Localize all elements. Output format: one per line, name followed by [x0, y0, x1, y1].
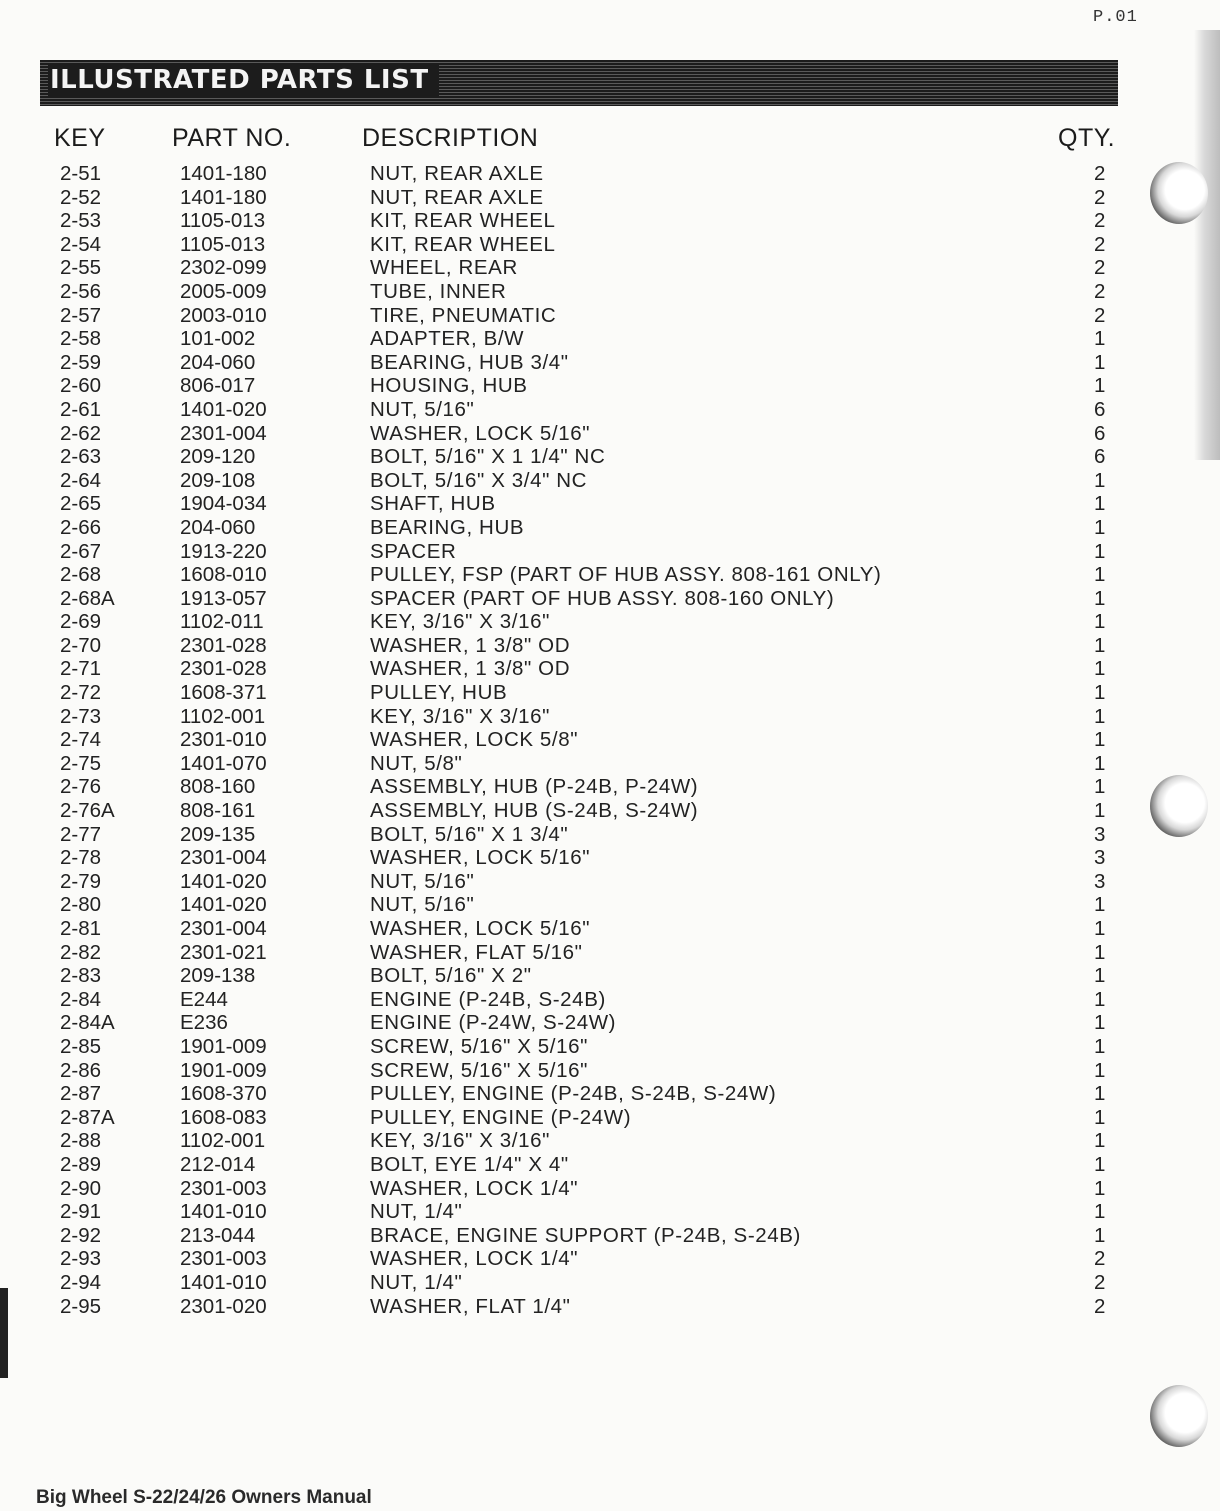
column-header-part-no: PART NO.	[172, 124, 292, 152]
part-number-cell: 1401-010	[180, 1200, 267, 1224]
qty-cell: 2	[1094, 303, 1106, 327]
key-cell: 2-68	[60, 563, 102, 587]
key-cell: 2-74	[60, 728, 102, 752]
qty-cell: 1	[1094, 987, 1106, 1011]
table-row	[0, 256, 1220, 280]
part-number-cell: 204-060	[180, 515, 256, 539]
table-row	[0, 1177, 1220, 1201]
key-cell: 2-84	[60, 987, 102, 1011]
table-row	[0, 563, 1220, 587]
part-number-cell: 1102-011	[180, 610, 264, 634]
table-row	[0, 374, 1220, 398]
key-cell: 2-53	[60, 209, 102, 233]
part-number-cell: 2302-099	[180, 256, 267, 280]
key-cell: 2-78	[60, 846, 102, 870]
key-cell: 2-76A	[60, 799, 115, 823]
table-row	[0, 941, 1220, 965]
table-row	[0, 587, 1220, 611]
qty-cell: 1	[1094, 492, 1106, 516]
part-number-cell: 1105-013	[180, 209, 266, 233]
table-row	[0, 516, 1220, 540]
key-cell: 2-61	[60, 397, 102, 421]
qty-cell: 2	[1094, 1247, 1106, 1271]
key-cell: 2-88	[60, 1129, 102, 1153]
qty-cell: 1	[1094, 633, 1106, 657]
qty-cell: 6	[1094, 445, 1106, 469]
part-number-cell: 2301-003	[180, 1247, 267, 1271]
part-number-cell: 2301-004	[180, 846, 267, 870]
parts-table	[0, 162, 1220, 1318]
part-number-cell: 213-044	[180, 1223, 256, 1247]
qty-cell: 1	[1094, 917, 1106, 940]
description-cell: BOLT, 5/16" X 2"	[370, 964, 532, 988]
qty-cell: 1	[1094, 728, 1106, 752]
qty-cell: 6	[1094, 421, 1106, 445]
key-cell: 2-83	[60, 964, 102, 988]
qty-cell: 1	[1094, 1034, 1106, 1058]
part-number-cell: 204-060	[180, 350, 256, 374]
part-number-cell: 1608-370	[180, 1082, 267, 1106]
key-cell: 2-79	[60, 869, 102, 893]
key-cell: 2-62	[60, 421, 102, 445]
description-cell: NUT, 1/4"	[370, 1270, 463, 1294]
key-cell: 2-92	[60, 1223, 102, 1247]
part-number-cell: 212-014	[180, 1152, 256, 1176]
table-row	[0, 846, 1220, 870]
part-number-cell: 209-108	[180, 468, 256, 492]
part-number-cell: 2005-009	[180, 279, 267, 303]
description-cell: WASHER, FLAT 5/16"	[370, 940, 583, 964]
description-cell: SCREW, 5/16" X 5/16"	[370, 1034, 588, 1058]
description-cell: SPACER	[370, 539, 457, 563]
table-row	[0, 728, 1220, 752]
table-row	[0, 1224, 1220, 1248]
description-cell: HOUSING, HUB	[370, 374, 528, 398]
qty-cell: 1	[1094, 1223, 1106, 1247]
qty-cell: 1	[1094, 940, 1106, 964]
description-cell: WASHER, LOCK 5/16"	[370, 421, 591, 445]
qty-cell: 1	[1094, 657, 1106, 681]
fax-page-number: P.01	[1093, 8, 1138, 27]
description-cell: BOLT, EYE 1/4" X 4"	[370, 1152, 569, 1176]
part-number-cell: 1608-371	[180, 681, 267, 705]
part-number-cell: 101-002	[180, 327, 256, 351]
part-number-cell: 806-017	[180, 374, 256, 398]
description-cell: ADAPTER, B/W	[370, 327, 525, 351]
key-cell: 2-72	[60, 681, 102, 705]
description-cell: KEY, 3/16" X 3/16"	[370, 1129, 550, 1153]
part-number-cell: 1401-020	[180, 397, 267, 421]
qty-cell: 1	[1094, 1129, 1106, 1153]
key-cell: 2-58	[60, 327, 102, 351]
part-number-cell: 1102-001	[180, 704, 266, 728]
qty-cell: 1	[1094, 563, 1106, 587]
part-number-cell: 1401-020	[180, 893, 267, 917]
qty-cell: 2	[1094, 1270, 1106, 1294]
part-number-cell: 1102-001	[180, 1129, 266, 1153]
part-number-cell: 209-135	[180, 822, 256, 846]
description-cell: KIT, REAR WHEEL	[370, 209, 556, 233]
description-cell: SPACER (PART OF HUB ASSY. 808-160 ONLY)	[370, 586, 835, 610]
key-cell: 2-59	[60, 350, 102, 374]
qty-cell: 1	[1094, 799, 1106, 823]
part-number-cell: 1608-010	[180, 563, 267, 587]
punch-hole-middle	[1150, 775, 1208, 837]
part-number-cell: 808-161	[180, 799, 256, 823]
key-cell: 2-85	[60, 1034, 102, 1058]
description-cell: WASHER, LOCK 1/4"	[370, 1176, 579, 1200]
part-number-cell: 1901-009	[180, 1058, 267, 1082]
key-cell: 2-91	[60, 1200, 102, 1224]
part-number-cell: 1401-070	[180, 751, 267, 775]
table-row	[0, 280, 1220, 304]
key-cell: 2-57	[60, 303, 102, 327]
key-cell: 2-54	[60, 232, 102, 256]
table-row	[0, 398, 1220, 422]
qty-cell: 2	[1094, 232, 1106, 256]
table-row	[0, 988, 1220, 1012]
qty-cell: 1	[1094, 350, 1106, 374]
part-number-cell: 1401-020	[180, 869, 267, 893]
description-cell: WASHER, LOCK 5/16"	[370, 917, 591, 940]
description-cell: KEY, 3/16" X 3/16"	[370, 610, 550, 634]
key-cell: 2-87A	[60, 1105, 115, 1129]
part-number-cell: 2301-020	[180, 1294, 267, 1318]
table-row	[0, 1200, 1220, 1224]
table-row	[0, 799, 1220, 823]
page-title: ILLUSTRATED PARTS LIST	[48, 63, 439, 97]
description-cell: TUBE, INNER	[370, 279, 507, 303]
key-cell: 2-84A	[60, 1011, 115, 1035]
table-row	[0, 1247, 1220, 1271]
key-cell: 2-75	[60, 751, 102, 775]
description-cell: NUT, 5/16"	[370, 869, 475, 893]
table-row	[0, 1129, 1220, 1153]
key-cell: 2-68A	[60, 586, 115, 610]
qty-cell: 1	[1094, 374, 1106, 398]
qty-cell: 1	[1094, 751, 1106, 775]
part-number-cell: E236	[180, 1011, 228, 1035]
description-cell: NUT, 5/8"	[370, 751, 463, 775]
key-cell: 2-67	[60, 539, 102, 563]
table-row	[0, 681, 1220, 705]
key-cell: 2-94	[60, 1270, 102, 1294]
description-cell: NUT, REAR AXLE	[370, 162, 544, 185]
qty-cell: 3	[1094, 846, 1106, 870]
qty-cell: 1	[1094, 681, 1106, 705]
table-row	[0, 870, 1220, 894]
description-cell: BOLT, 5/16" X 1 1/4" NC	[370, 445, 606, 469]
table-row	[0, 1082, 1220, 1106]
qty-cell: 1	[1094, 1011, 1106, 1035]
table-row	[0, 1295, 1220, 1319]
key-cell: 2-70	[60, 633, 102, 657]
qty-cell: 1	[1094, 964, 1106, 988]
key-cell: 2-55	[60, 256, 102, 280]
part-number-cell: E244	[180, 987, 228, 1011]
qty-cell: 1	[1094, 515, 1106, 539]
table-row	[0, 540, 1220, 564]
description-cell: WASHER, LOCK 5/16"	[370, 846, 591, 870]
part-number-cell: 2301-004	[180, 421, 267, 445]
table-row	[0, 233, 1220, 257]
qty-cell: 1	[1094, 775, 1106, 799]
part-number-cell: 2301-010	[180, 728, 267, 752]
table-row	[0, 1035, 1220, 1059]
description-cell: PULLEY, HUB	[370, 681, 508, 705]
description-cell: ENGINE (P-24B, S-24B)	[370, 987, 606, 1011]
qty-cell: 1	[1094, 704, 1106, 728]
qty-cell: 1	[1094, 1105, 1106, 1129]
table-row	[0, 469, 1220, 493]
part-number-cell: 1913-220	[180, 539, 267, 563]
part-number-cell: 2301-028	[180, 633, 267, 657]
description-cell: NUT, 5/16"	[370, 893, 475, 917]
description-cell: PULLEY, ENGINE (P-24B, S-24B, S-24W)	[370, 1082, 777, 1106]
table-row	[0, 657, 1220, 681]
part-number-cell: 209-138	[180, 964, 256, 988]
qty-cell: 1	[1094, 1200, 1106, 1224]
part-number-cell: 1901-009	[180, 1034, 267, 1058]
description-cell: TIRE, PNEUMATIC	[370, 303, 557, 327]
qty-cell: 2	[1094, 279, 1106, 303]
key-cell: 2-90	[60, 1176, 102, 1200]
table-row	[0, 893, 1220, 917]
table-row	[0, 705, 1220, 729]
description-cell: BOLT, 5/16" X 3/4" NC	[370, 468, 588, 492]
punch-hole-bottom	[1150, 1385, 1208, 1447]
table-row	[0, 327, 1220, 351]
key-cell: 2-51	[60, 162, 102, 185]
qty-cell: 2	[1094, 1294, 1106, 1318]
table-row	[0, 351, 1220, 375]
key-cell: 2-71	[60, 657, 102, 681]
part-number-cell: 808-160	[180, 775, 256, 799]
qty-cell: 1	[1094, 1152, 1106, 1176]
part-number-cell: 2301-004	[180, 917, 267, 940]
description-cell: SCREW, 5/16" X 5/16"	[370, 1058, 588, 1082]
description-cell: ENGINE (P-24W, S-24W)	[370, 1011, 617, 1035]
description-cell: PULLEY, FSP (PART OF HUB ASSY. 808-161 ONLY)	[370, 563, 882, 587]
description-cell: NUT, REAR AXLE	[370, 185, 544, 209]
description-cell: BRACE, ENGINE SUPPORT (P-24B, S-24B)	[370, 1223, 801, 1247]
description-cell: WASHER, LOCK 1/4"	[370, 1247, 579, 1271]
qty-cell: 1	[1094, 539, 1106, 563]
qty-cell: 1	[1094, 610, 1106, 634]
table-row	[0, 186, 1220, 210]
description-cell: BEARING, HUB	[370, 515, 525, 539]
description-cell: KEY, 3/16" X 3/16"	[370, 704, 550, 728]
description-cell: NUT, 5/16"	[370, 397, 475, 421]
qty-cell: 1	[1094, 1176, 1106, 1200]
description-cell: WASHER, 1 3/8" OD	[370, 633, 571, 657]
part-number-cell: 1105-013	[180, 232, 266, 256]
qty-cell: 3	[1094, 869, 1106, 893]
qty-cell: 2	[1094, 209, 1106, 233]
table-row	[0, 752, 1220, 776]
table-row	[0, 1011, 1220, 1035]
table-row	[0, 162, 1220, 186]
description-cell: PULLEY, ENGINE (P-24W)	[370, 1105, 632, 1129]
description-cell: KIT, REAR WHEEL	[370, 232, 556, 256]
key-cell: 2-66	[60, 515, 102, 539]
qty-cell: 6	[1094, 397, 1106, 421]
key-cell: 2-56	[60, 279, 102, 303]
key-cell: 2-64	[60, 468, 102, 492]
key-cell: 2-63	[60, 445, 102, 469]
key-cell: 2-89	[60, 1152, 102, 1176]
key-cell: 2-93	[60, 1247, 102, 1271]
qty-cell: 2	[1094, 162, 1106, 185]
description-cell: BOLT, 5/16" X 1 3/4"	[370, 822, 569, 846]
table-row	[0, 492, 1220, 516]
table-row	[0, 422, 1220, 446]
table-row	[0, 304, 1220, 328]
table-row	[0, 1106, 1220, 1130]
part-number-cell: 209-120	[180, 445, 256, 469]
description-cell: NUT, 1/4"	[370, 1200, 463, 1224]
key-cell: 2-76	[60, 775, 102, 799]
table-row	[0, 775, 1220, 799]
qty-cell: 1	[1094, 1082, 1106, 1106]
key-cell: 2-80	[60, 893, 102, 917]
qty-cell: 1	[1094, 468, 1106, 492]
description-cell: ASSEMBLY, HUB (S-24B, S-24W)	[370, 799, 699, 823]
description-cell: BEARING, HUB 3/4"	[370, 350, 569, 374]
table-row	[0, 610, 1220, 634]
table-row	[0, 209, 1220, 233]
part-number-cell: 1401-180	[180, 185, 267, 209]
key-cell: 2-73	[60, 704, 102, 728]
qty-cell: 1	[1094, 586, 1106, 610]
key-cell: 2-95	[60, 1294, 102, 1318]
column-header-description: DESCRIPTION	[362, 124, 539, 152]
key-cell: 2-87	[60, 1082, 102, 1106]
description-cell: WASHER, 1 3/8" OD	[370, 657, 571, 681]
table-row	[0, 445, 1220, 469]
table-row	[0, 917, 1220, 941]
qty-cell: 2	[1094, 185, 1106, 209]
description-cell: WASHER, LOCK 5/8"	[370, 728, 579, 752]
part-number-cell: 2003-010	[180, 303, 267, 327]
qty-cell: 1	[1094, 1058, 1106, 1082]
table-row	[0, 634, 1220, 658]
description-cell: SHAFT, HUB	[370, 492, 496, 516]
part-number-cell: 1401-180	[180, 162, 267, 185]
table-row	[0, 1153, 1220, 1177]
key-cell: 2-77	[60, 822, 102, 846]
qty-cell: 1	[1094, 327, 1106, 351]
description-cell: WASHER, FLAT 1/4"	[370, 1294, 571, 1318]
key-cell: 2-86	[60, 1058, 102, 1082]
part-number-cell: 1904-034	[180, 492, 267, 516]
description-cell: ASSEMBLY, HUB (P-24B, P-24W)	[370, 775, 699, 799]
part-number-cell: 2301-003	[180, 1176, 267, 1200]
table-row	[0, 823, 1220, 847]
table-row	[0, 964, 1220, 988]
punch-hole-top	[1150, 162, 1208, 224]
column-header-qty: QTY.	[1058, 124, 1116, 152]
table-row	[0, 1271, 1220, 1295]
footer-manual-title: Big Wheel S-22/24/26 Owners Manual	[36, 1487, 372, 1508]
key-cell: 2-60	[60, 374, 102, 398]
part-number-cell: 1913-057	[180, 586, 267, 610]
key-cell: 2-82	[60, 940, 102, 964]
part-number-cell: 2301-021	[180, 940, 267, 964]
part-number-cell: 2301-028	[180, 657, 267, 681]
key-cell: 2-52	[60, 185, 102, 209]
part-number-cell: 1608-083	[180, 1105, 267, 1129]
qty-cell: 2	[1094, 256, 1106, 280]
key-cell: 2-65	[60, 492, 102, 516]
qty-cell: 3	[1094, 822, 1106, 846]
column-header-key: KEY	[54, 124, 106, 152]
key-cell: 2-81	[60, 917, 102, 940]
qty-cell: 1	[1094, 893, 1106, 917]
key-cell: 2-69	[60, 610, 102, 634]
table-row	[0, 1059, 1220, 1083]
part-number-cell: 1401-010	[180, 1270, 267, 1294]
description-cell: WHEEL, REAR	[370, 256, 518, 280]
